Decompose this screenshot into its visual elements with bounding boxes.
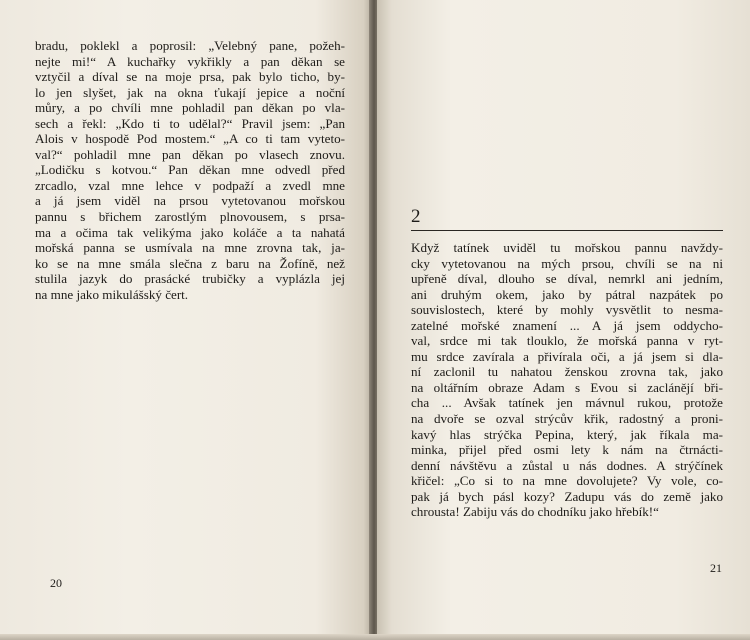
chapter-rule xyxy=(411,230,723,231)
chapter-number: 2 xyxy=(411,206,421,227)
text-line: na oltářním obraze Adam s Evou si zaclánějí bři- xyxy=(411,379,723,395)
text-line: cha ... Avšak tatínek jen mávnul rukou, protože xyxy=(411,395,723,411)
text-line: bradu, poklekl a poprosil: „Velebný pane, požeh- xyxy=(35,38,345,53)
text-line: ma a očima tak velikýma jako koláče a ta nahatá xyxy=(35,224,345,240)
text-line: mu srdce zavírala a přivírala oči, a já jsem si dla- xyxy=(411,348,723,364)
text-line: val?“ pohladil mne pan děkan po vlasech znovu. xyxy=(35,146,345,162)
text-line: ani druhým okem, jako by pátral nazpátek po xyxy=(411,286,723,302)
text-line: můry, a po chvíli mne pohladil pan děkan po vla- xyxy=(35,100,345,116)
page-edge xyxy=(0,634,750,640)
left-page xyxy=(0,0,371,640)
text-line: denní návštěvu a zůstal u nás dodnes. A strýčínek xyxy=(411,457,723,473)
text-line: souvislostech, které by mohly vysvětlit to nesma- xyxy=(411,302,723,318)
text-line: minka, přijel před osmi lety k nám na čtrnácti- xyxy=(411,442,723,458)
text-line: Alois v hospodě Pod mostem.“ „A co ti tam vyteto- xyxy=(35,131,345,147)
page-number-right: 21 xyxy=(710,561,722,575)
text-line: kavý hlas strýčka Pepina, který, jak říkala ma- xyxy=(411,426,723,442)
text-line: na mne jako mikulášský čert. xyxy=(35,286,189,302)
text-line: „Lodičku s kotvou.“ Pan děkan mne odvedl před xyxy=(35,162,345,178)
text-line: pannu s břichem zarostlým plnovousem, s prsa- xyxy=(35,209,345,225)
text-line: křičel: „Co si to na mne dovolujete? Vy vole, co- xyxy=(411,473,723,489)
right-page-text xyxy=(411,240,723,520)
text-line: lo jen slyšet, jak na okna ťukají jepice a noční xyxy=(35,84,345,100)
text-line: val, srdce mi tak tlouklo, že mořská panna v ryt- xyxy=(411,333,723,349)
right-page xyxy=(377,0,750,640)
text-line: zrcadlo, vzal mne lehce v podpaží a zvedl mne xyxy=(35,177,345,193)
text-line: mořská panna se usmívala na mne zrovna tak, ja- xyxy=(35,240,345,256)
text-line: Když tatínek uviděl tu mořskou pannu navždy- xyxy=(411,240,723,255)
text-line: na dvoře se ozval strýcův křik, radostný a proni- xyxy=(411,411,723,427)
left-page-text xyxy=(35,38,345,302)
text-line: ko se na mne smála slečna z baru na Žofíně, než xyxy=(35,255,345,271)
text-line: sech a řekl: „Kdo ti to udělal?“ Pravil jsem: „Pan xyxy=(35,115,345,131)
text-line: ní zaclonil tu nahatou ženskou zrovna tak, jako xyxy=(411,364,723,380)
text-line: a já jsem viděl na prsou vytetovanou mořskou xyxy=(35,193,345,209)
text-line: chrousta! Zabiju vás do chodníku jako hřebík!“ xyxy=(411,504,659,520)
text-line: stulila jazyk do prasácké trubičky a vyplázla jej xyxy=(35,271,345,287)
text-line: upřeně díval, dlouho se díval, nemrkl ani jedním, xyxy=(411,271,723,287)
page-number-left: 20 xyxy=(50,576,62,590)
text-line: cky vytetovanou na mých prsou, chvíli se na ni xyxy=(411,255,723,271)
text-line: vztyčil a díval se na moje prsa, pak bylo ticho, by- xyxy=(35,69,345,85)
text-line: pak já bych pásl kozy? Zadupu vás do země jako xyxy=(411,488,723,504)
text-line: nejte mi!“ A kuchařky vykřikly a pan děkan se xyxy=(35,53,345,69)
text-line: zatelné mořské znamení ... A já jsem oddycho- xyxy=(411,317,723,333)
